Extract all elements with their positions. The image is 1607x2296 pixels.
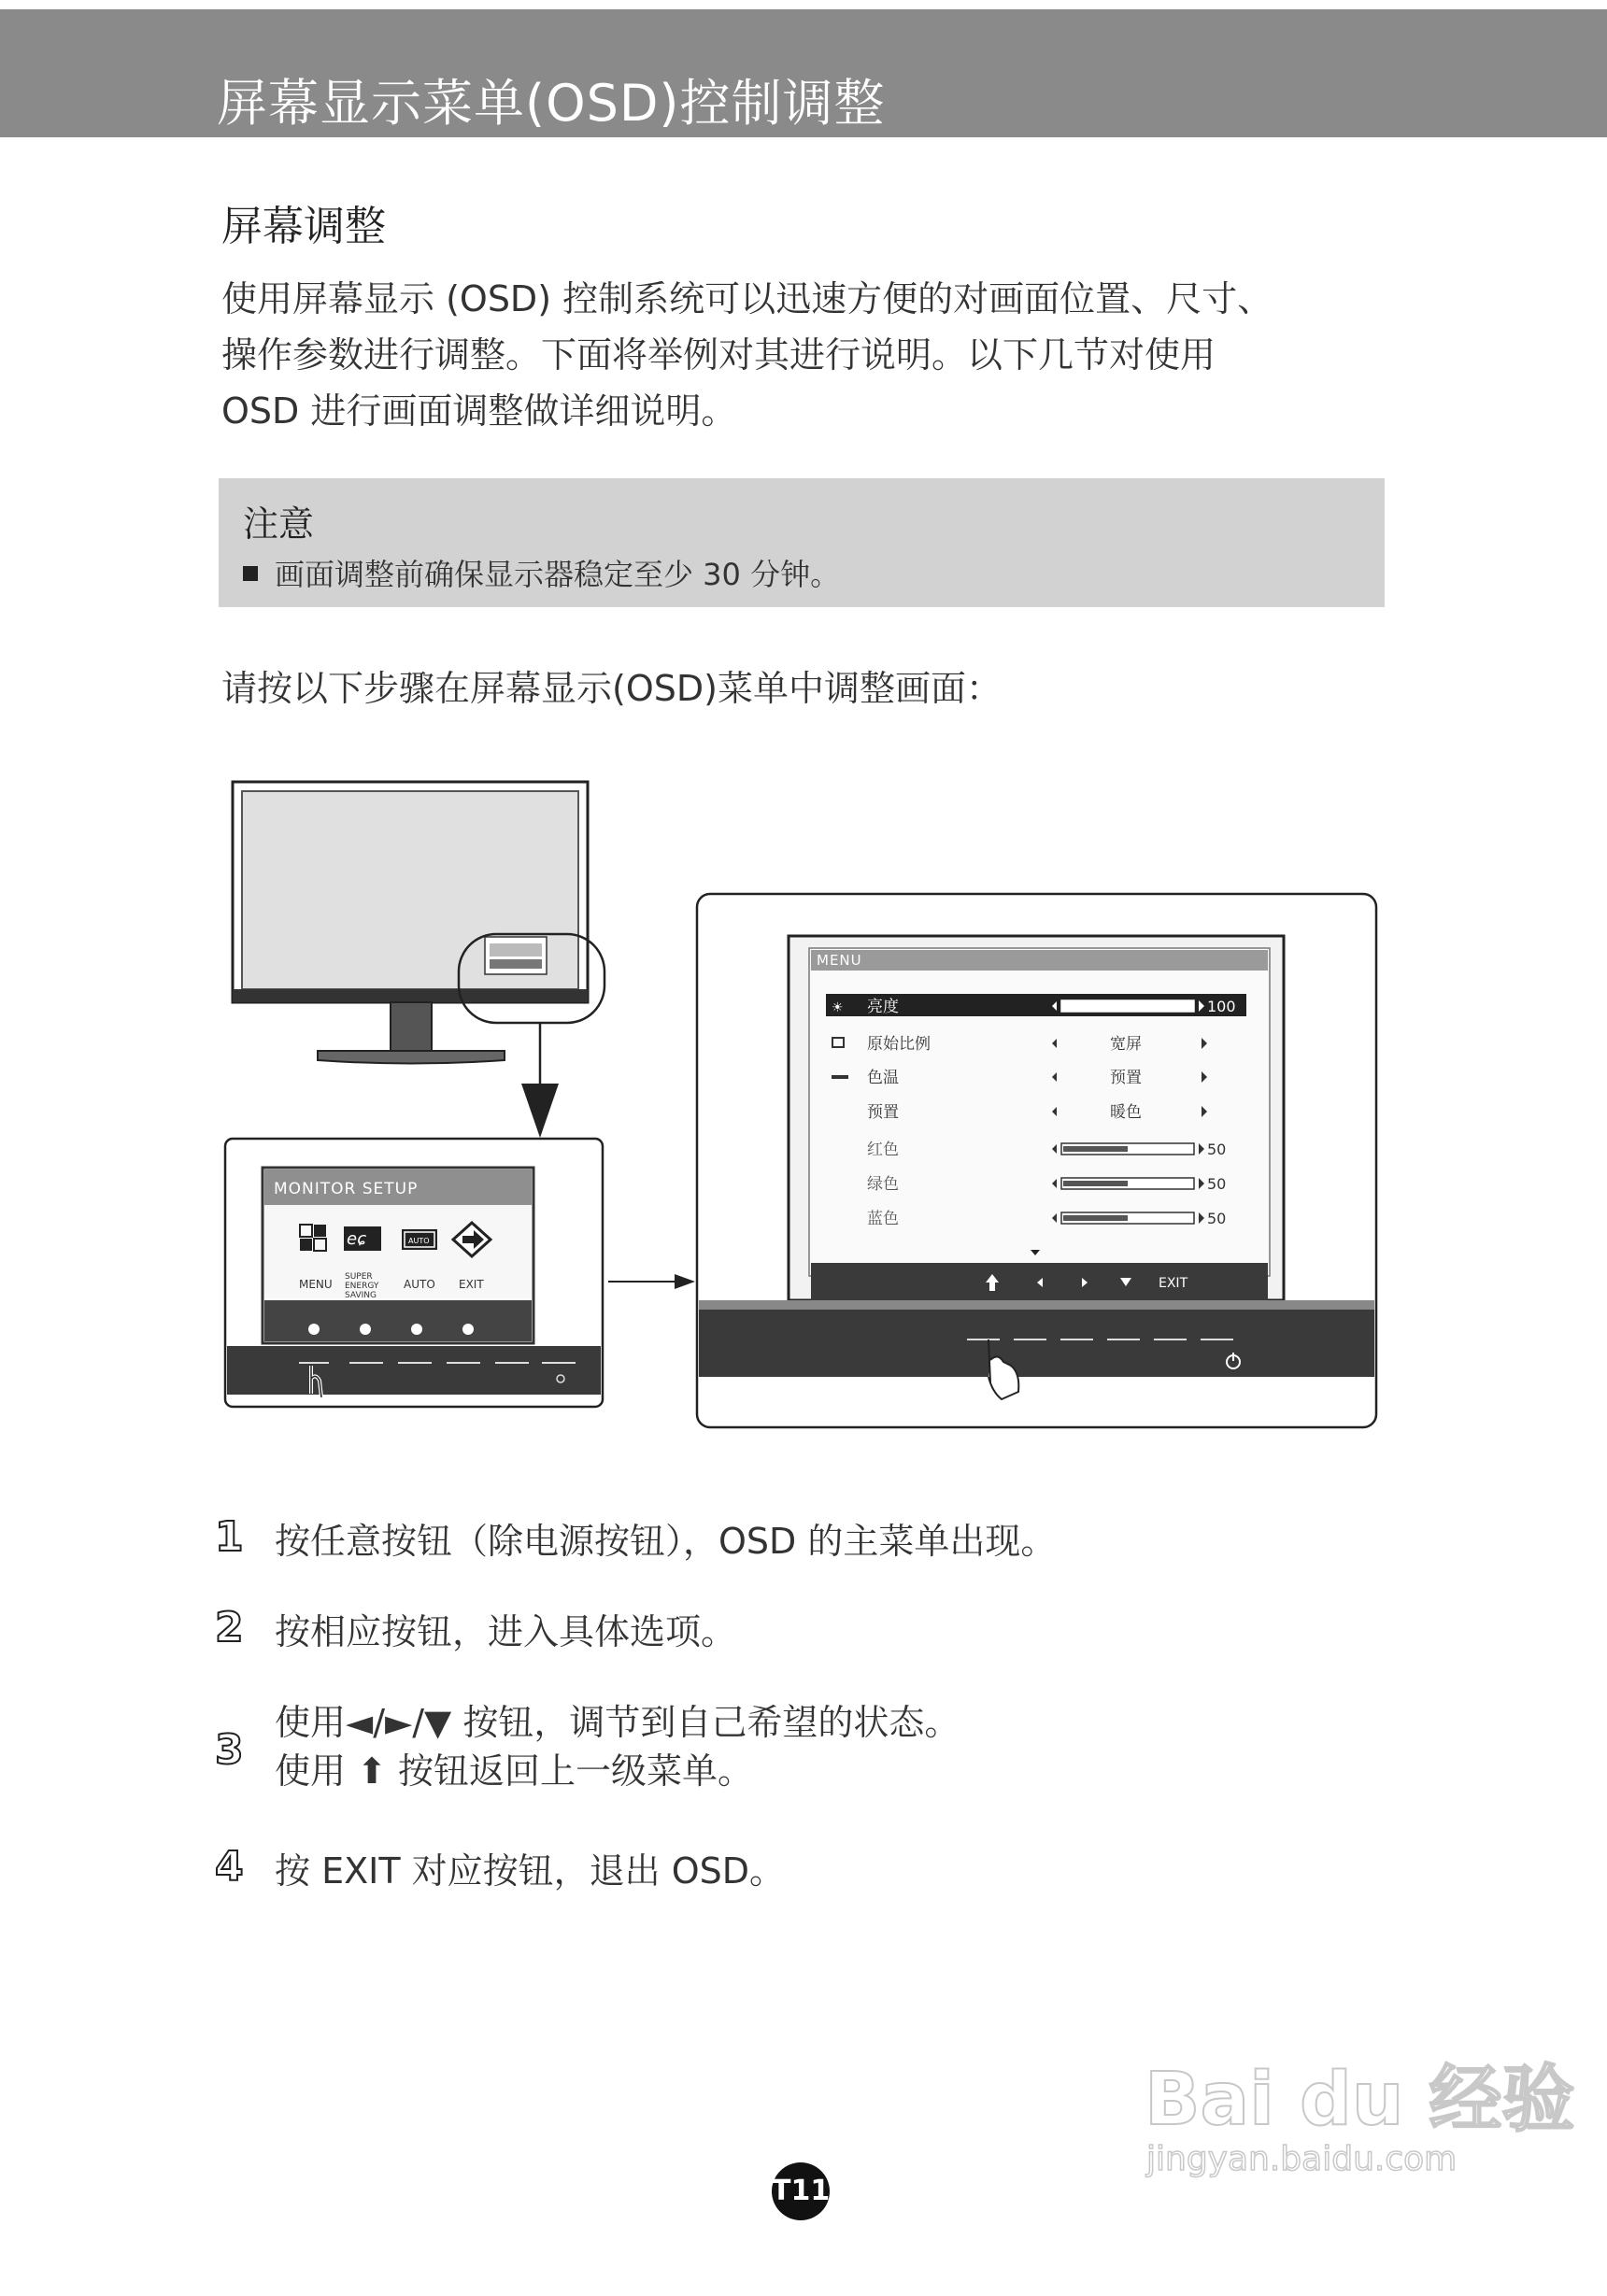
- menu-row-label: 亮度: [867, 998, 899, 1016]
- step-line: 使用 ⬆ 按钮返回上一级菜单。: [275, 1750, 753, 1792]
- step-number: 3: [215, 1726, 244, 1774]
- step-text: [275, 1847, 785, 1895]
- osd-menu-panel: [697, 894, 1376, 1427]
- slider-value: 50: [1207, 1175, 1227, 1193]
- arrow-down-icon: [521, 1084, 559, 1138]
- step-text: [275, 1608, 736, 1656]
- arrow-right-icon: [675, 1274, 695, 1289]
- slider-fill: [1063, 1215, 1128, 1221]
- menu-row-label: 绿色: [867, 1175, 899, 1194]
- page-title: 屏幕显示菜单(OSD)控制调整: [217, 74, 886, 133]
- button-dot: [462, 1324, 474, 1335]
- slider-value: 50: [1207, 1141, 1227, 1158]
- auto-icon-label: AUTO: [408, 1237, 430, 1245]
- slider-fill: [1063, 1003, 1192, 1009]
- step-line: 按 EXIT 对应按钮，退出 OSD。: [275, 1850, 785, 1892]
- menu-row-value: 暖色: [1110, 1103, 1142, 1122]
- step-number: 1: [215, 1513, 244, 1561]
- watermark-main: Bai du 经验: [1145, 2058, 1575, 2142]
- exit-label: EXIT: [459, 1278, 484, 1291]
- section-title: 屏幕调整: [221, 203, 386, 250]
- step-text: [275, 1517, 1056, 1566]
- page-number: T11: [772, 2162, 830, 2220]
- saving-label-line: SAVING: [345, 1291, 377, 1300]
- note-title: 注意: [243, 503, 315, 545]
- watermark-sub: jingyan.baidu.com: [1146, 2140, 1458, 2178]
- menu-row-value: 预置: [1110, 1069, 1142, 1087]
- button-dot: [308, 1324, 320, 1335]
- paragraph-line: 操作参数进行调整。下面将举例对其进行说明。以下几节对使用: [221, 334, 1216, 376]
- menu-row-label: 色温: [867, 1069, 899, 1087]
- menu-row-label: 蓝色: [867, 1210, 899, 1228]
- energy-saving-icon: [344, 1226, 381, 1251]
- auto-label: AUTO: [404, 1278, 435, 1291]
- monitor-setup-title: MONITOR SETUP: [274, 1180, 419, 1198]
- osd-exit-label: EXIT: [1159, 1276, 1188, 1291]
- osd-menu-title: MENU: [817, 952, 862, 969]
- steps-intro: 请按以下步骤在屏幕显示(OSD)菜单中调整画面：: [221, 668, 1002, 709]
- button-dot: [360, 1324, 371, 1335]
- svg-text:eɕ: eɕ: [347, 1229, 366, 1249]
- button-dot: [411, 1324, 422, 1335]
- sun-icon: ☀: [832, 1000, 844, 1015]
- menu-row-value: 宽屏: [1110, 1035, 1142, 1054]
- slider-fill: [1063, 1146, 1128, 1152]
- monitor-setup-panel: [225, 1139, 603, 1407]
- slider-value: 100: [1207, 998, 1236, 1015]
- step-text: [275, 1698, 960, 1795]
- note-text-content: 画面调整前确保显示器稳定至少 30 分钟。: [275, 557, 841, 592]
- step-line: 按任意按钮（除电源按钮），OSD 的主菜单出现。: [275, 1521, 1057, 1562]
- auto-icon: [402, 1229, 437, 1250]
- menu-row-label: 红色: [867, 1141, 899, 1159]
- step-line: 使用◄/►/▼ 按钮，调节到自己希望的状态。: [275, 1702, 960, 1743]
- step-line: 按相应按钮，进入具体选项。: [275, 1611, 737, 1652]
- menu-label: MENU: [299, 1278, 333, 1291]
- color-temp-icon: [832, 1075, 848, 1079]
- menu-row-label: 原始比例: [867, 1035, 931, 1054]
- step-number: 4: [215, 1843, 244, 1891]
- baidu-watermark: [1145, 2041, 1575, 2178]
- paragraph-line: 使用屏幕显示 (OSD) 控制系统可以迅速方便的对画面位置、尺寸、: [221, 278, 1273, 319]
- paragraph-line: OSD 进行画面调整做详细说明。: [221, 390, 737, 432]
- step-number: 2: [215, 1604, 244, 1651]
- monitor-drawing: [233, 782, 588, 1064]
- slider-value: 50: [1207, 1210, 1227, 1227]
- menu-row-label: 预置: [867, 1103, 899, 1122]
- super-label-line: SUPER: [345, 1272, 373, 1282]
- energy-label-line: ENERGY: [345, 1282, 379, 1291]
- slider-fill: [1063, 1181, 1128, 1186]
